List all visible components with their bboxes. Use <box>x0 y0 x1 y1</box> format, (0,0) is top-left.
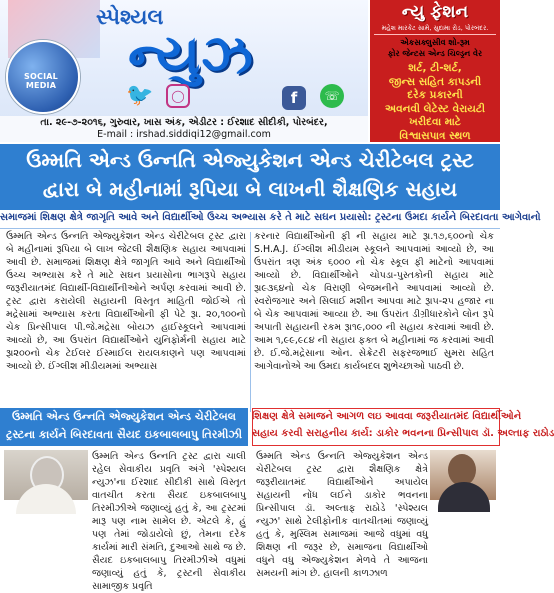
social-media-label: SOCIAL MEDIA <box>24 72 58 90</box>
newspaper-title: ન્યુઝ <box>128 22 254 86</box>
ad-item: અવનવી લેટેસ્ટ વેરાયટી <box>385 102 485 115</box>
whatsapp-icon: ☏ <box>320 84 344 108</box>
ad-line-1: એકસક્લુસીવ શો-રૂમ <box>400 38 470 47</box>
email-line: E-mail : irshad.siddiqi12@gmail.com <box>97 129 271 140</box>
ad-item: દરેક પ્રકારની <box>407 89 463 101</box>
sub-headline-right-line-2: સહાય કરવી સરાહનીય કાર્ય: ડાકોર ભવનના પ્રિન્સીપાલ ડૉ. અલ્તાફ રાઠોડ <box>252 428 554 439</box>
sub-headline-right-line-1: શિક્ષણ ક્ષેત્રે સમાજને આગળ લઇ આવવા જરૂરીયાતમંદ વિદ્યાર્થીઓને <box>252 411 522 422</box>
article-column-left: ઉમ્મતિ એન્ડ ઉન્નતિ એજ્યુકેશન એન્ડ ચેરીટેબલ ટ્રસ્ટ દ્વારા બે મહીનામાં રૂપિયા બે લાખ જેટલી શૈક્ષણિક સહાય આપવામાં આવી છે. સમાજમાં શિક્ષણ ક્ષેત્રે જાગૃતિ આવે અને વિદ્યાર્થીઓ ઉચ્ચ અભ્યાસ કરે તે માટે સઘન પ્રયાસોના ભાગરૂપે સહાય જરૂરીયાતમંદ વિદ્યાર્થી-વિદ્યાર્થીનીઓને અર્પણ કરવામાં આવી છે. ટ્રસ્ટ દ્વારા કરાયેલી સહાયની વિસ્તૃત માહિતી જોઈએ તો મદ્રેસામાં અભ્યાસ કરતા વિદ્યાર્થીઓની ફી પેટે રૂા. ૨૦,૧૦૦નો ચેક પ્રિન્સીપાલ પી.જે.મદ્રેસા બોયઝ હાઈસ્કૂલને આપવામાં આવ્યો છે, આ ઉપરાંત વિદ્યાર્થીઓને યુનિફોર્મની સહાય માટે રૂા૨૦૦નો ચેક ટેઈલર ઈસ્માઈલ રાયલકાણને પણ આપવામાં આવ્યો છે. ઈંગ્લીશ મીડીયમમાં અભ્યાસ <box>6 231 246 372</box>
ad-item: જીન્સ સહિત કાપડની <box>388 75 482 88</box>
portrait-photo-right <box>430 450 496 500</box>
ad-address: મહેશ મારકેટ સામે, સુદામા રોડ, પોરબંદર. <box>381 24 489 32</box>
story-text-right: ઉમ્મતિ એન્ડ ઉન્નતિ એજ્યુકેશન એન્ડ ચેરીટેબલ ટ્રસ્ટ દ્વારા શૈક્ષણિક ક્ષેત્રે જરૂરીયાતમંદ વિદ્યાર્થીઓને અપાયેલ સહાયની નોંધ લઈને ડાકોર ભવનના પ્રિન્સીપાલ ડૉ. અલ્તાફ રાઠોડે 'સ્પેશ્યલ ન્યુઝ' સાથે ટેલીફોનીક વાતચીતમાં જણાવ્યું હતું કે, મુસ્લિમ સમાજમાં આજે વધુમાં વધુ શિક્ષણ ની જરૂર છે, સમાજના વિદ્યાર્થીઓ વધુને વધુ એજ્યુકેશન મેળવે તે આજના સમયની માંગ છે. હાલની કાળઝાળ <box>256 451 428 579</box>
special-label: સ્પેશ્યલ <box>96 4 164 29</box>
portrait-photo-left <box>4 450 88 500</box>
ad-item: ખરીદવા માટે <box>409 116 461 128</box>
ad-item: વિશ્વાસપાત્ર સ્થળ <box>399 129 471 142</box>
ad-item: શર્ટ, ટી-શર્ટ, <box>408 62 462 74</box>
ad-divider <box>374 34 496 35</box>
twitter-icon: 🐦 <box>126 83 154 108</box>
subheadline: સમાજમાં શિક્ષણ ક્ષેત્રે જાગૃતિ આવે અને વિદ્યાર્થીઓ ઉચ્ચ અભ્યાસ કરે તે માટે સઘન પ્રયાસો: ટ્રસ્ટના ઉમદા કાર્યને બિરદાવતા આગેવાનો <box>0 212 541 223</box>
column-divider <box>250 232 251 412</box>
facebook-icon: f <box>282 86 306 110</box>
issue-info-line: તા. ૨૯-૭-૨૦૧૬, ગુરુવાર, ખાસ અંક, એડીટર : ઈરશાદ સીદીકી, પોરબંદર, <box>40 117 328 128</box>
sub-headline-left-line-2: ટ્રસ્ટના કાર્યને બિરદાવતા સૈયદ ઇકબાલબાપુ તિરમીઝી <box>5 428 243 441</box>
ad-item-list <box>372 62 498 143</box>
headline-line-1: ઉમ્મતિ એન્ડ ઉન્નતિ એજ્યુકેશન એન્ડ ચેરીટેબલ ટ્રસ્ટ <box>26 148 474 172</box>
ad-line-2: ફોર જેન્ટસ એન્ડ ચિલ્ડ્રન વેર <box>387 49 483 58</box>
article-column-right: કરનાર વિદ્યાર્થીઓની ફી ની સહાય માટે રૂા.૧૭,૬૦૦નો ચેક S.H.A.J. ઈંગ્લીશ મીડીયમ સ્કૂલને આપવામાં આવ્યો છે, આ ઉપરાંત ત્રણ અંક ૬૦૦૦ નો ચેક સ્કૂલ ફી માટેનો આપવામાં આવ્યો છે. વિદ્યાર્થીઓને ચોપડા-પુસ્તકોની સહાય માટે રૂા૯૩૬૪નો ચેક વિરાણી બેજમનીને આપવામાં આવ્યો છે. સ્વરોજગાર અને સિલાઈ મશીન આપવા માટે રૂા૫-૨૫ હજાર ના બે ચેક આપવામાં આવ્યા છે. આ ઉપરાંત ડીગ્રીધારકોને લોન રૂપે અપાતી સહાયની રકમ રૂા૧૯,૦૦૦ ની સહાય કરવામાં આવી છે. આમ ૧,૯૯,૯૮૪ ની સહાય ફક્ત બે મહીનામાં જ કરવામાં આવી છે. ઈ.જે.મદ્રેસાના ઓન. સેક્રેટરી સફરજભાઈ સુમરા સહિત આગેવાનોએ આ ઉમદા કાર્યબદલ શુભેચ્છાઓ પાઠવી છે. <box>254 231 494 372</box>
instagram-icon: ◯ <box>166 84 190 108</box>
headline-line-2: દ્વારા બે મહીનામાં રૂપિયા બે લાખની શૈક્ષણિક સહાય <box>42 177 458 201</box>
story-text-left: ઉમ્મતિ એન્ડ ઉન્નતિ ટ્રસ્ટ દ્વારા ચાલી રહેલ સેવાકીય પ્રવૃતિ અંગે 'સ્પેશ્યલ ન્યુઝ'ના ઈરશાદ સીદીકી સાથે વિસ્તૃત વાતચીત કરતા સૈયદ ઇકબાલબાપુ તિરમીઝીએ જણાવ્યું હતું કે, આ ટ્રસ્ટમાં મારૂ પણ નામ સામેલ છે. એટલે કે, હું પણ તેમાં જોડાયેલો છું, તેમના દરેક કાર્યમાં મારી સંમતિ, દુઆઓ સાથે જ છે. સૈયદ ઇકબાલબાપુ તિરમીઝીએ વધુમાં જણાવ્યું હતું કે, ટ્રસ્ટની સેવાકીય સામાજીક પ્રવૃતિ <box>92 451 246 592</box>
sub-headline-left-line-1: ઉમ્મતિ એન્ડ ઉન્નતિ એજ્યુકેશન એન્ડ ચેરીટેબલ <box>11 410 237 423</box>
ad-title: ન્યુ ફેશન <box>401 2 469 22</box>
